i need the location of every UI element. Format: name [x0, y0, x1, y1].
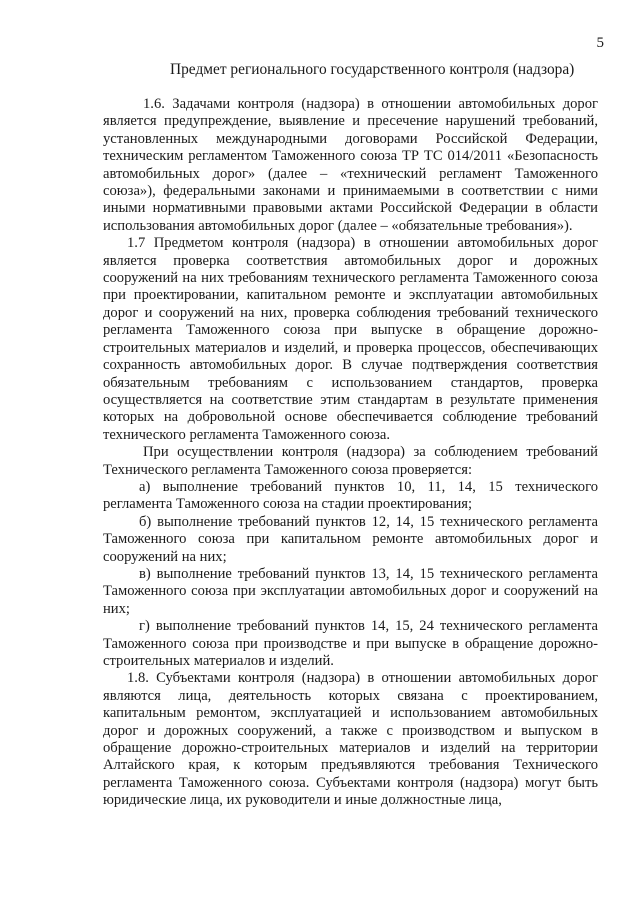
list-item-g: г) выполнение требований пунктов 14, 15, 24 технического регламента Таможенного союза при производстве и при выпуске в обращение дорожно-строительных материалов и изделий.: [103, 618, 598, 669]
page-number: 5: [596, 35, 604, 51]
paragraph-intro-list: При осуществлении контроля (надзора) за соблюдением требований Технического регламента Таможенного союза проверяется:: [103, 444, 598, 478]
document-body: [103, 96, 598, 810]
paragraph-1-8: 1.8. Субъектами контроля (надзора) в отношении автомобильных дорог являются лица, деятельность которых связана с проектированием, капитальным ремонтом, эксплуатацией и использованием автомобильных дорог и дорожных сооружений, а также с производством и выпуском в обращение дорожно-строительных материалов и изделий на территории Алтайского края, к которым предъявляются требования Технического регламента Таможенного союза. Субъектами контроля (надзора) могут быть юридические лица, их руководители и иные должностные лица,: [103, 670, 598, 809]
paragraph-1-6: 1.6. Задачами контроля (надзора) в отношении автомобильных дорог является предупреждение, выявление и пресечение нарушений требований, установленных международными договорами Российской Федерации, техническим регламентом Таможенного союза ТР ТС 014/2011 «Безопасность автомобильных дорог» (далее – «технический регламент Таможенного союза»), федеральными законами и принимаемыми в соответствии с ними иными нормативными правовыми актами Российской Федерации в области использования автомобильных дорог (далее – «обязательные требования»).: [103, 96, 598, 234]
paragraph-1-7: 1.7 Предметом контроля (надзора) в отношении автомобильных дорог является проверка соответствия автомобильных дорог и дорожных сооружений на них требованиям технического регламента Таможенного союза при проектировании, капитальном ремонте и эксплуатации автомобильных дорог и сооружений на них, проверка соблюдения требований технического регламента Таможенного союза при выпуске в обращение дорожно-строительных материалов и изделий, и проверка процессов, обеспечивающих сохранность автомобильных дорог. В случае подтверждения соответствия обязательным требованиям с использованием стандартов, проверка осуществляется на соответствие этим стандартам в результате применения которых на добровольной основе обеспечивается соблюдение требований технического регламента Таможенного союза.: [103, 235, 598, 443]
list-item-a: а) выполнение требований пунктов 10, 11, 14, 15 технического регламента Таможенного союза на стадии проектирования;: [103, 478, 598, 513]
list-item-b: б) выполнение требований пунктов 12, 14, 15 технического регламента Таможенного союза при капитальном ремонте автомобильных дорог и сооружений на них;: [103, 513, 598, 565]
list-item-v: в) выполнение требований пунктов 13, 14, 15 технического регламента Таможенного союза при эксплуатации автомобильных дорог и сооружений на них;: [103, 565, 598, 617]
section-heading: Предмет регионального государственного контроля (надзора): [170, 61, 575, 78]
